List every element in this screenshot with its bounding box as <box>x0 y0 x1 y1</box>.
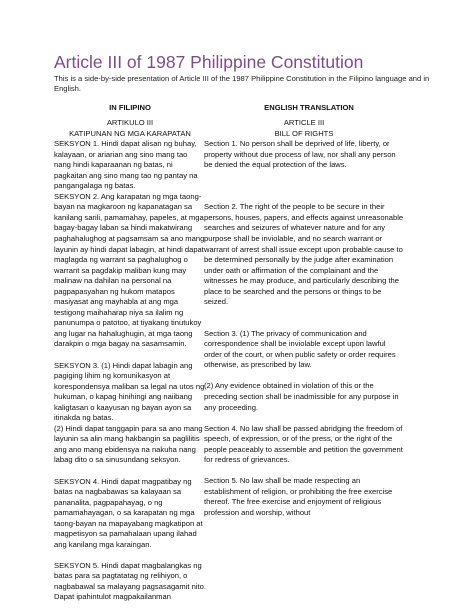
filipino-section-3-2: (2) Hindi dapat tanggapin para sa ano mang layunin sa alin mang hakbangin sa paglilitis ang ano mang ebidensya na nakuha nang labag dito o sa sinusundang seksyon. <box>54 423 203 465</box>
filipino-section-4: SEKSYON 4. Hindi dapat magpatibay ng batas na nagbabawas sa kalayaan sa pananalita, pagpapahayag, o ng pamamahayagan, o sa karapatan ng mga taong-bayan na mapayabang magkatipon at magpetisyon sa pamahalaan upang ilahad ang kanilang mga karaingan. <box>54 476 203 549</box>
english-section-3-2: (2) Any evidence obtained in violation of this or the preceding section shall be inadmissible for any purpose in any proceeding. <box>204 381 399 412</box>
english-column <box>204 103 404 519</box>
filipino-article-title: KATIPUNAN NG MGA KARAPATAN <box>69 128 191 138</box>
english-section-4: Section 4. No law shall be passed abridging the freedom of speech, of expression, or of the press, or the right of the people peaceably to assemble and petition the government for redress of grievances. <box>204 423 403 465</box>
filipino-section-5: SEKSYON 5. Hindi dapat magbalangkas ng batas para sa pagtatatag ng relihiyon, o nagbabawal sa malayang pagsasagamit nito. Dapat ipahintulot magpakailanman <box>54 560 206 602</box>
document-title: Article III of 1987 Philippine Constitution <box>54 52 364 72</box>
document-intro: This is a side-by-side presentation of Article III of the 1987 Philippine Constitution in the Filipino language and in English. <box>54 74 430 93</box>
english-section-1: Section 1. No person shall be deprived of life, liberty, or property without due process of law, nor shall any person be denied the equal protection of the laws. <box>204 139 396 170</box>
english-section-5: Section 5. No law shall be made respecting an establishment of religion, or prohibiting the free exercise thereof. The free exercise and enjoyment of religious profession and worship, without <box>204 476 393 517</box>
english-article-title: BILL OF RIGHTS <box>274 128 334 138</box>
english-section-2: Section 2. The right of the people to be secure in their persons, houses, papers, and effects against unreasonable searches and seizures of whatever nature and for any purpose shall be inviolable, and no search warrant or warrant of arrest shall issue except upon probable cause to be determined personally by the judge after examination under oath or affirmation of the complainant and the witnesses he may produce, and particularly describing the place to be searched and the persons or things to be seized. <box>204 202 404 307</box>
filipino-article-label: ARTIKULO III <box>106 118 154 127</box>
filipino-section-2: SEKSYON 2. Ang karapatan ng mga taong-bayan na magkaroon ng kapanatagan sa kanilang sarili, pamamahay, papeles, at mga bagay-bagay laban sa hindi makatwirang paghahalughog at pagsamsam sa ano mang layunin ay hindi dapat labagin, at hindi dapat maglagda ng warrant sa paghalughog o warrant sa pagdakip maliban kung may malinaw na dahilan na personal na pagpapasyahan ng hukom matapos masiyasat ang mayhabla at ang mga testigong maihaharap niya sa ilalim ng panunumpa o patotoo, at tiyakang tinutukoy ang lugar na hahalughugin, at mga taong darakpin o mga bagay na sasamsamin. <box>54 191 205 349</box>
english-article-label: ARTICLE III <box>283 118 325 127</box>
filipino-section-3-1: SEKSYON 3. (1) Hindi dapat labagin ang pagiging lihim ng komunikasyon at korespondensya maliban sa legal na utos ng hukuman, o kapag hinihingi ang naiibang kaligtasan o kaayusan ng bayan ayon sa itinakda ng batas. <box>54 360 205 423</box>
english-section-3-1: Section 3. (1) The privacy of communication and correspondence shall be inviolable except upon lawful order of the court, or when public safety or order requires otherwise, as prescribed by law. <box>204 328 396 370</box>
filipino-column-header: IN FILIPINO <box>109 103 151 112</box>
filipino-section-1: SEKSYON 1. Hindi dapat alisan ng buhay, kalayaan, or ariarian ang sino mang tao nang hindi kaparaanan ng batas, ni pagkaitan ang sino mang tao ng pantay na pangangalaga ng batas. <box>54 139 198 191</box>
filipino-column <box>54 103 206 603</box>
english-column-header: ENGLISH TRANSLATION <box>264 103 354 112</box>
